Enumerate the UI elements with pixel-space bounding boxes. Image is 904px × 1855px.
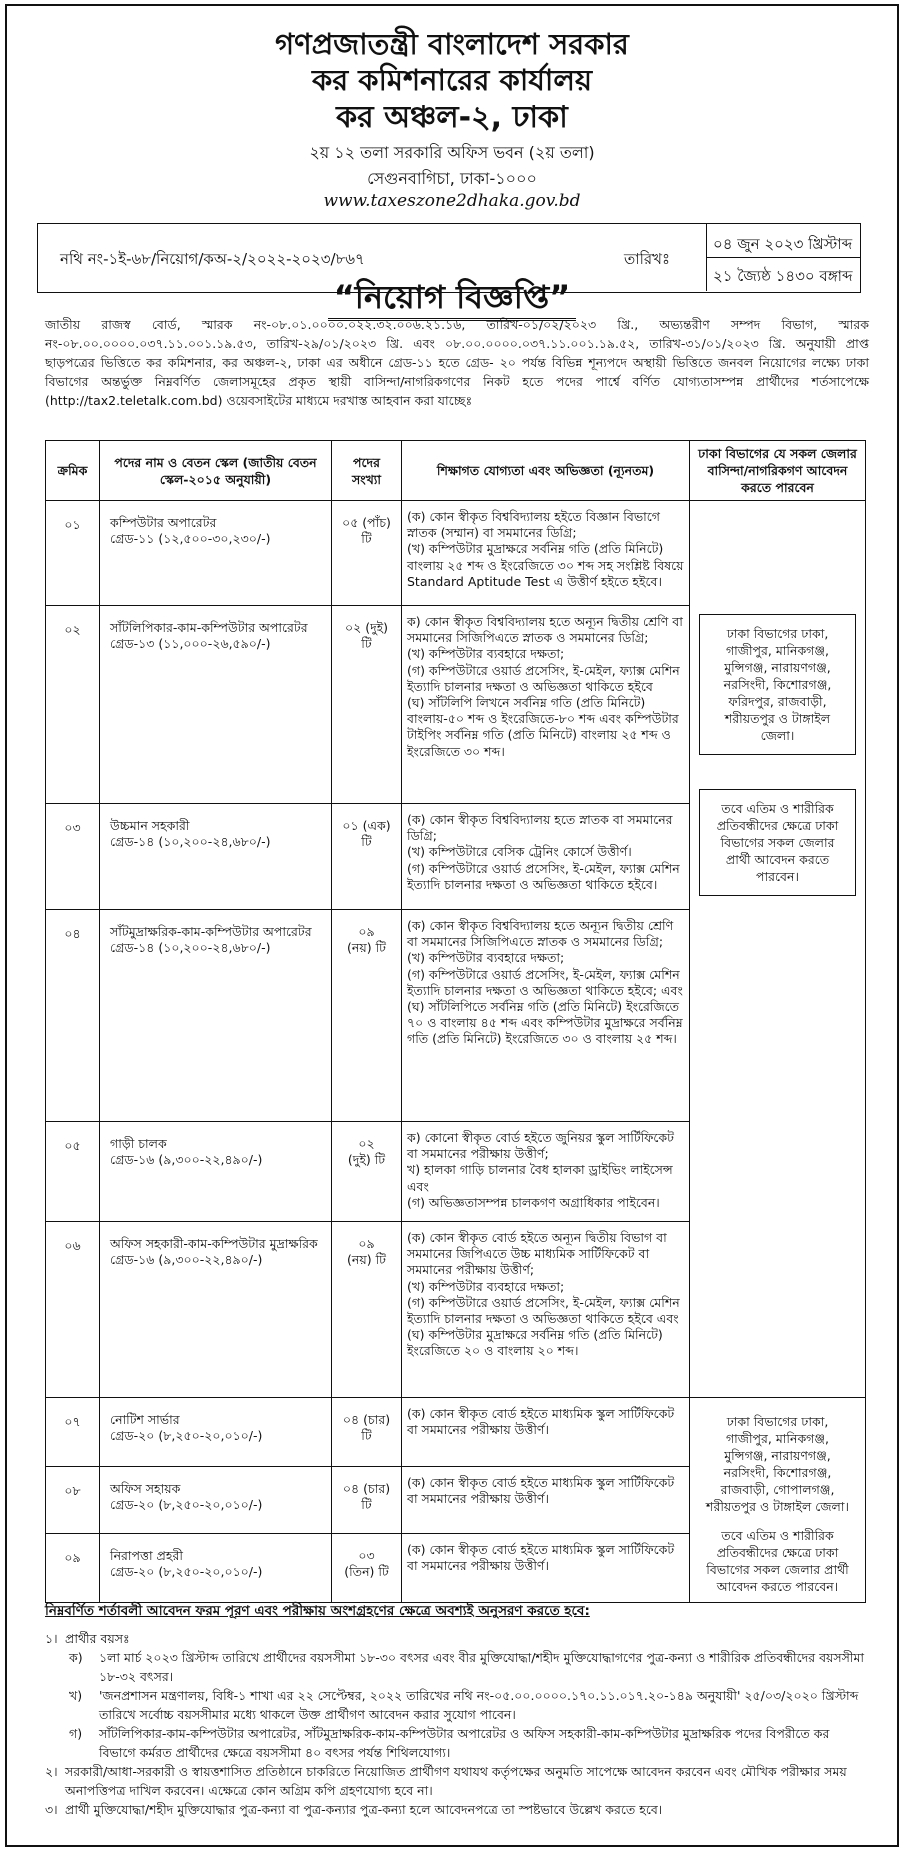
count-number: ০২ (দুই): [344, 620, 389, 635]
count-unit: টি: [361, 1428, 372, 1444]
count-unit: (তিন) টি: [344, 1564, 389, 1580]
post-grade: গ্রেড-১৬ (৯,৩০০-২২,৪৯০/-): [110, 1152, 263, 1168]
qualification-item: (খ) কম্পিউটারে বেসিক ট্রেনিং কোর্সে উত্তীর্ণ।: [407, 844, 632, 860]
post-grade: গ্রেড-২০ (৮,২৫০-২০,০১০/-): [110, 1564, 263, 1580]
district-list-2: ঢাকা বিভাগের ঢাকা, গাজীপুর, মানিকগঞ্জ, মুন্সিগঞ্জ, নারায়ণগঞ্জ, নরসিংদী, কিশোরগঞ্জ, রাজবাড়ী, গোপালগঞ্জ, শরীয়তপুর ও টাঙ্গাইল জেলা।: [706, 1414, 849, 1514]
notice-title-text: “নিয়োগ বিজ্ঞপ্তি”: [328, 278, 576, 321]
post-grade: গ্রেড-২০ (৮,২৫০-২০,০১০/-): [110, 1497, 263, 1513]
condition-number: ২।: [45, 1764, 58, 1779]
govt-name: গণপ্রজাতন্ত্রী বাংলাদেশ সরকার: [275, 27, 629, 61]
qualification-item: (ঘ) সাঁটলিপিতে সর্বনিম্ন গতি (প্রতি মিনিটে) ইংরেজিতে ৭০ ও বাংলায় ৪৫ শব্দ এবং কম্পিউটার মুদ্রাক্ষরে সর্বনিম্ন গতি (প্রতি মিনিটে) ইংরেজিতে ৩০ ও বাংলায় ২৫ শব্দ।: [407, 999, 683, 1047]
count-number: ০৫ (পাঁচ): [342, 515, 391, 530]
post-title: কম্পিউটার অপারেটর: [110, 515, 217, 530]
condition-1: [45, 1629, 869, 1648]
row-post: [100, 1222, 332, 1398]
qualification-item: খ) হালকা গাড়ি চালনার বৈধ হালকা ড্রাইভিং লাইসেন্স এবং: [407, 1162, 673, 1194]
qualification-item: ক) কোন স্বীকৃত বিশ্ববিদ্যালয় হতে অন্যূন দ্বিতীয় শ্রেণি বা সমমানের সিজিপিএতে স্নাতক ও সমমানের ডিগ্রি;: [407, 614, 683, 646]
row-post: [100, 910, 332, 1122]
condition-number: ৩।: [45, 1802, 58, 1817]
date-gregorian: ০৪ জুন ২০২৩ খ্রিস্টাব্দ: [713, 235, 853, 253]
post-title: সাঁটলিপিকার-কাম-কম্পিউটার অপারেটর: [110, 620, 308, 635]
qualification-item: (খ) কম্পিউটার ব্যবহারে দক্ষতা;: [407, 1278, 565, 1294]
conditions-title: নিম্নবর্ণিত শর্তাবলী আবেদন ফরম পূরণ এবং পরীক্ষায় অংশগ্রহণের ক্ষেত্রে অবশ্যই অনুসরণ করতে হবে:: [45, 1603, 590, 1619]
condition-text: প্রার্থীর বয়সঃ: [65, 1631, 130, 1646]
website-link[interactable]: www.taxeszone2dhaka.gov.bd: [323, 191, 581, 211]
qualification-item: (ক) কোন স্বীকৃত বোর্ড হইতে মাধ্যমিক স্কুল সার্টিফিকেট বা সমমানের পরীক্ষায় উত্তীর্ণ।: [407, 1475, 675, 1507]
row-qualification: [402, 501, 690, 606]
post-grade: গ্রেড-১৬ (৯,৩০০-২২,৪৯০/-): [110, 1252, 263, 1268]
row-serial: ০১: [46, 501, 100, 606]
col-count: পদের সংখ্যা: [332, 441, 402, 501]
row-serial: ০৫: [46, 1122, 100, 1222]
condition-number: ১।: [45, 1631, 58, 1646]
count-unit: (নয়) টি: [347, 940, 386, 956]
qualification-item: (গ) কম্পিউটারে ওয়ার্ড প্রসেসিং, ই-মেইল, ফ্যাক্স মেশিন ইত্যাদি চালনার দক্ষতা ও অভিজ্ঞতা থাকিতে হইবে; এবং: [407, 966, 683, 998]
qualification-item: (ঘ) কম্পিউটার মুদ্রাক্ষরে সর্বনিম্ন গতি (প্রতি মিনিটে) ইংরেজিতে ২০ ও বাংলায় ২০ শব্দ।: [407, 1327, 663, 1359]
qualification-item: (ক) কোন স্বীকৃত বোর্ড হইতে মাধ্যমিক স্কুল সার্টিফিকেট বা সমমানের পরীক্ষায় উত্তীর্ণ।: [407, 1541, 675, 1574]
qualification-item: (ক) কোন স্বীকৃত বিশ্ববিদ্যালয় হতে অন্যূন দ্বিতীয় শ্রেণি বা সমমানের সিজিপিএতে স্নাতক ও সমমানের ডিগ্রি;: [407, 918, 674, 950]
zone-name: কর অঞ্চল-২, ঢাকা: [336, 100, 568, 135]
district-note-2: তবে এতিম ও শারীরিক প্রতিবন্ধীদের ক্ষেত্রে ঢাকা বিভাগের সকল জেলার প্রার্থী আবেদন করতে পারবেন।: [706, 1528, 849, 1594]
qualification-item: (খ) কম্পিউটার ব্যবহারে দক্ষতা;: [407, 646, 565, 662]
post-grade: গ্রেড-২০ (৮,২৫০-২০,০১০/-): [110, 1428, 263, 1444]
condition-sub-number: ক): [69, 1650, 83, 1665]
row-count: [332, 910, 402, 1122]
job-circular-page: [5, 4, 899, 1847]
qualification-item: ক) কোনো স্বীকৃত বোর্ড হইতে জুনিয়র স্কুল সার্টিফিকেট বা সমমানের পরীক্ষায় উত্তীর্ণ;: [407, 1130, 674, 1162]
condition-text: প্রার্থী মুক্তিযোদ্ধা/শহীদ মুক্তিযোদ্ধার পুত্র-কন্যা বা পুত্র-কন্যার পুত্র-কন্যা হলে আবেদনপত্রে তা স্পষ্টভাবে উল্লেখ করতে হবে।: [65, 1802, 663, 1817]
qualification-item: (ক) কোন স্বীকৃত বিশ্ববিদ্যালয় হইতে বিজ্ঞান বিভাগে স্নাতক (সম্মান) বা সমমানের ডিগ্রি;: [407, 509, 660, 541]
district-note-1: তবে এতিম ও শারীরিক প্রতিবন্ধীদের ক্ষেত্রে ঢাকা বিভাগের সকল জেলার প্রার্থী আবেদন করতে পারবেন।: [699, 789, 856, 896]
row-serial: ০৭: [46, 1398, 100, 1467]
row-serial: ০৩: [46, 804, 100, 910]
row-count: [332, 1122, 402, 1222]
condition-text: ১লা মার্চ ২০২৩ খ্রিস্টাব্দ তারিখে প্রার্থীদের বয়সসীমা ১৮-৩০ বৎসর এবং বীর মুক্তিযোদ্ধা/শহীদ মুক্তিযোদ্ধাগণের পুত্র-কন্যা ও শারীরিক প্রতিবন্ধীদের বয়সসীমা ১৮-৩২ বৎসর।: [99, 1650, 865, 1684]
col-districts: ঢাকা বিভাগের যে সকল জেলার বাসিন্দা/নাগরিকগণ আবেদন করতে পারবেন: [690, 441, 866, 501]
row-qualification: [402, 1467, 690, 1534]
row-qualification: [402, 1398, 690, 1467]
count-unit: (দুই) টি: [347, 1152, 386, 1168]
condition-text: সরকারী/আধা-সরকারী ও স্বায়ত্তশাসিত প্রতিষ্ঠানে চাকরিতে নিয়োজিত প্রার্থীগণ যথাযথ কর্তৃপক্ষের অনুমতি সাপেক্ষে আবেদন করবেন এবং মৌখিক পরীক্ষার সময় অনাপত্তিপত্র দাখিল করবেন। এক্ষেত্রে কোন অগ্রিম কপি গ্রহণযোগ্য হবে না।: [65, 1764, 847, 1798]
row-count: [332, 1398, 402, 1467]
row-serial: ০৪: [46, 910, 100, 1122]
row-count: [332, 804, 402, 910]
post-grade: গ্রেড-১৪ (১০,২০০-২৪,৬৮০/-): [110, 940, 271, 956]
table-row: [46, 1398, 866, 1467]
condition-sub-number: গ): [69, 1726, 83, 1741]
qualification-item: (গ) কম্পিউটারে ওয়ার্ড প্রসেসিং, ই-মেইল, ফ্যাক্স মেশিন ইত্যাদি চালনার দক্ষতা ও অভিজ্ঞতা থাকিতে হইবে।: [407, 860, 680, 892]
district-list-1: ঢাকা বিভাগের ঢাকা, গাজীপুর, মানিকগঞ্জ, মুন্সিগঞ্জ, নারায়ণগঞ্জ, নরসিংদী, কিশোরগঞ্জ, ফরিদপুর, রাজবাড়ী, শরীয়তপুর ও টাঙ্গাইল জেলা।: [699, 614, 856, 755]
row-post: [100, 804, 332, 910]
qualification-item: (ঘ) সাঁটলিপি লিখনে সর্বনিম্ন গতি (প্রতি মিনিটে) বাংলায়-৫০ শব্দ ও ইংরেজিতে-৮০ শব্দ এবং কম্পিউটার টাইপিং সর্বনিম্ন গতি (প্রতি মিনিটে) বাংলায় ২৫ শব্দ ও ইংরেজিতে ৩০ শব্দ।: [407, 695, 679, 759]
post-title: অফিস সহায়ক: [110, 1481, 181, 1497]
count-number: ০৩: [358, 1547, 375, 1563]
address-line-2: সেগুনবাগিচা, ঢাকা-১০০০: [367, 169, 537, 188]
post-grade: গ্রেড-১১ (১২,৫০০-৩০,২৩০/-): [110, 531, 271, 547]
date-label: তারিখঃ: [624, 250, 670, 268]
row-count: [332, 1467, 402, 1534]
row-post: [100, 1467, 332, 1534]
count-number: ০২: [358, 1136, 375, 1151]
date-bangla: ২১ জ্যৈষ্ঠ ১৪৩০ বঙ্গাব্দ: [713, 267, 853, 285]
row-post: [100, 501, 332, 606]
district-cell-group-1: [690, 501, 866, 1398]
row-count: [332, 606, 402, 804]
condition-1b: [45, 1686, 869, 1724]
letterhead: [7, 6, 897, 212]
row-qualification: [402, 1122, 690, 1222]
condition-text: সাঁটলিপিকার-কাম-কম্পিউটার অপারেটর, সাঁটমুদ্রাক্ষরিক-কাম-কম্পিউটার অপারেটর ও অফিস সহকারী-কাম-কম্পিউটার মুদ্রাক্ষরিক পদের বিপরীতে কর বিভাগে কর্মরত প্রার্থীদের ক্ষেত্রে বয়সসীমা ৪০ বৎসর পর্যন্ত শিথিলযোগ্য।: [99, 1726, 830, 1760]
row-qualification: [402, 804, 690, 910]
qualification-item: (গ) অভিজ্ঞতাসম্পন্ন চালকগণ অগ্রাধিকার পাইবেন।: [407, 1194, 660, 1210]
table-header-row: [46, 441, 866, 501]
post-title: গাড়ী চালক: [110, 1136, 167, 1151]
col-serial: ক্রমিক: [46, 441, 100, 501]
post-grade: গ্রেড-১৪ (১০,২০০-২৪,৬৮০/-): [110, 834, 271, 850]
row-qualification: [402, 1222, 690, 1398]
count-number: ০৪ (চার): [342, 1412, 391, 1427]
qualification-item: (ক) কোন স্বীকৃত বিশ্ববিদ্যালয় হতে স্নাতক বা সমমানের ডিগ্রি;: [407, 812, 673, 844]
condition-sub-number: খ): [69, 1688, 83, 1703]
row-count: [332, 501, 402, 606]
memo-number: নথি নং-১ই-৬৮/নিয়োগ/কঅ-২/২০২২-২০২৩/৮৬৭: [60, 250, 365, 268]
qualification-item: (ক) কোন স্বীকৃত বোর্ড হইতে অন্যূন দ্বিতীয় বিভাগ বা সমমানের জিপিএতে উচ্চ মাধ্যমিক সার্টিফিকেট বা সমমানের পরীক্ষায় উত্তীর্ণ;: [407, 1230, 667, 1278]
count-unit: টি: [361, 531, 372, 547]
qualification-item: (গ) কম্পিউটারে ওয়ার্ড প্রসেসিং, ই-মেইল, ফ্যাক্স মেশিন ইত্যাদি চালনার দক্ষতা ও অভিজ্ঞতা থাকিতে হইবে এবং: [407, 1294, 680, 1327]
count-unit: টি: [361, 636, 372, 652]
count-unit: টি: [361, 834, 372, 850]
condition-2: [45, 1762, 869, 1800]
qualification-item: (খ) কম্পিউটার মুদ্রাক্ষরে সর্বনিম্ন গতি (প্রতি মিনিটে) বাংলায় ২৫ শব্দ ও ইংরেজিতে ৩০ শব্দ সহ সংশ্লিষ্ট বিষয়ে Standard Aptitude Test এ উত্তীর্ণ হইতে হইবে।: [407, 541, 684, 589]
row-post: [100, 1398, 332, 1467]
post-title: নোটিশ সার্ভার: [110, 1412, 180, 1427]
qualification-item: (খ) কম্পিউটার ব্যবহারে দক্ষতা;: [407, 950, 565, 966]
condition-3: [45, 1800, 869, 1819]
count-number: ০৯: [358, 924, 375, 939]
post-grade: গ্রেড-১৩ (১১,০০০-২৬,৫৯০/-): [110, 636, 271, 652]
row-count: [332, 1533, 402, 1602]
qualification-item: (ক) কোন স্বীকৃত বোর্ড হইতে মাধ্যমিক স্কুল সার্টিফিকেট বা সমমানের পরীক্ষায় উত্তীর্ণ।: [407, 1406, 675, 1438]
condition-1a: [45, 1648, 869, 1686]
count-number: ০১ (এক): [342, 818, 391, 833]
condition-text: 'জনপ্রশাসন মন্ত্রণালয়, বিধি-১ শাখা এর ২২ সেপ্টেম্বর, ২০২২ তারিখের নথি নং-০৫.০০.০০০০.১৭০.১১.০১৭.২০-১৪৯ অনুযায়ী' ২৫/০৩/২০২০ খ্রিস্টাব্দ তারিখে সর্বোচ্চ বয়সসীমার মধ্যে থাকলে উক্ত প্রার্থীগণ আবেদন করার সুযোগ পাবেন।: [99, 1688, 859, 1722]
posts-table: [45, 440, 866, 1603]
post-title: নিরাপত্তা প্রহরী: [110, 1547, 183, 1563]
row-serial: ০৯: [46, 1533, 100, 1602]
post-title: অফিস সহকারী-কাম-কম্পিউটার মুদ্রাক্ষরিক: [110, 1236, 318, 1251]
row-serial: ০২: [46, 606, 100, 804]
post-title: উচ্চমান সহকারী: [110, 818, 190, 833]
row-serial: ০৮: [46, 1467, 100, 1534]
qualification-item: (গ) কম্পিউটারে ওয়ার্ড প্রসেসিং, ই-মেইল, ফ্যাক্স মেশিন ইত্যাদি চালনার দক্ষতা ও অভিজ্ঞতা থাকিতে হইবে: [407, 662, 680, 694]
district-cell-group-2: [690, 1398, 866, 1603]
row-qualification: [402, 910, 690, 1122]
row-qualification: [402, 606, 690, 804]
intro-paragraph: জাতীয় রাজস্ব বোর্ড, স্মারক নং-০৮.০১.০০০০.০২২.৩২.০০৬.২১.১৬, তারিখ-০১/০২/২০২৩ খ্রি., অভ্যন্তরীণ সম্পদ বিভাগ, স্মারক নং-০৮.০০.০০০০.০৩৭.১১.০০১.১৯.৫৩, তারিখ-২৯/০১/২০২৩ খ্রি. এবং ০৮.০০.০০০০.০৩৭.১১.০০১.১৯.৫২, তারিখ-৩১/০১/২০২৩ খ্রি. অনুযায়ী প্রাপ্ত ছাড়পত্রের ভিত্তিতে কর কমিশনার, কর অঞ্চল-২, ঢাকা এর অধীনে গ্রেড-১১ হতে গ্রেড- ২০ পর্যন্ত বিভিন্ন শূন্যপদে অস্থায়ী ভিত্তিতে জনবল নিয়োগের লক্ষ্যে ঢাকা বিভাগের অন্তর্ভুক্ত নিম্নবর্ণিত জেলাসমূহের প্রকৃত স্থায়ী বাসিন্দা/নাগরিকগণের নিকট হতে পদের পার্শ্বে বর্ণিত যোগ্যতাসম্পন্ন প্রার্থীদের শর্তসাপেক্ষে (http://tax2.teletalk.com.bd) ওয়েবসাইটের মাধ্যমে দরখাস্ত আহবান করা যাচ্ছেঃ: [45, 317, 869, 408]
row-qualification: [402, 1533, 690, 1602]
row-post: [100, 1533, 332, 1602]
count-unit: টি: [361, 1497, 372, 1513]
table-row: [46, 501, 866, 606]
count-unit: (নয়) টি: [347, 1252, 386, 1268]
post-title: সাঁটমুদ্রাক্ষরিক-কাম-কম্পিউটার অপারেটর: [110, 924, 312, 939]
count-number: ০৪ (চার): [342, 1481, 391, 1497]
col-qualification: শিক্ষাগত যোগ্যতা এবং অভিজ্ঞতা (ন্যূনতম): [402, 441, 690, 501]
condition-1c: [45, 1724, 869, 1762]
conditions-section: [45, 1602, 869, 1819]
count-number: ০৯: [358, 1236, 375, 1251]
office-name: কর কমিশনারের কার্যালয়: [311, 63, 593, 97]
col-post: পদের নাম ও বেতন স্কেল (জাতীয় বেতন স্কেল-২০১৫ অনুযায়ী): [100, 441, 332, 501]
date-divider: [707, 257, 860, 258]
address-line-1: ২য় ১২ তলা সরকারি অফিস ভবন (২য় তলা): [309, 143, 595, 162]
row-serial: ০৬: [46, 1222, 100, 1398]
row-count: [332, 1222, 402, 1398]
row-post: [100, 1122, 332, 1222]
row-post: [100, 606, 332, 804]
